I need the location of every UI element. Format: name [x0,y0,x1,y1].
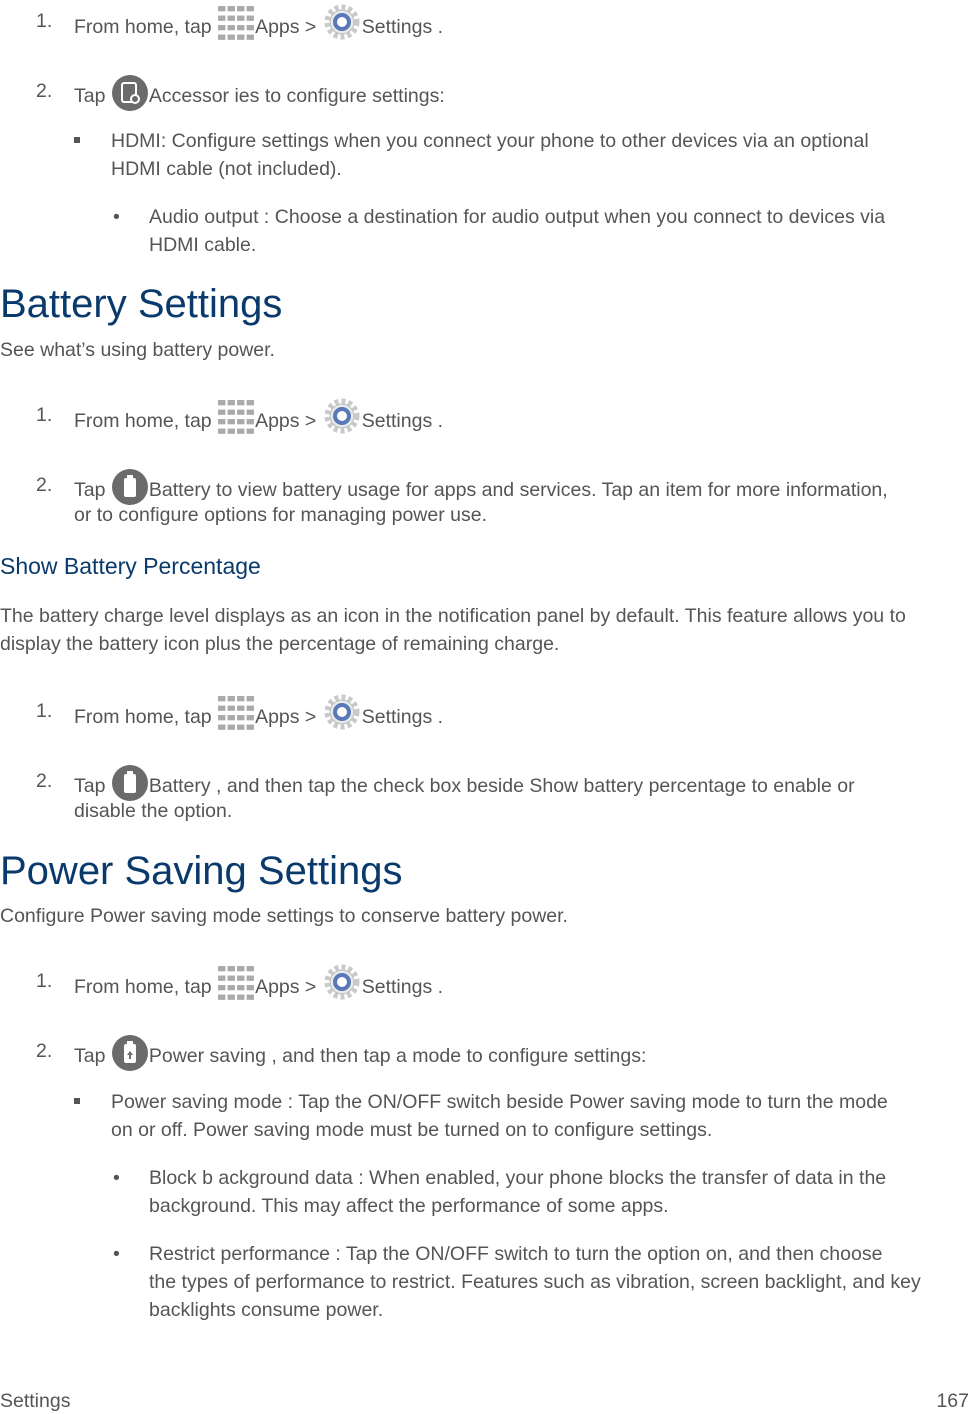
step-continuation: disable the option. [74,800,233,822]
settings-label: Settings [361,706,433,729]
dot-bullet: • [113,206,120,228]
step-home-apps-settings [74,8,443,48]
step-home-apps-settings [74,402,443,442]
battery-label: Battery [148,479,211,502]
settings-gear-icon [322,692,362,732]
step-end: . [432,410,444,433]
step-number: 1. [36,404,53,426]
step-tap-power-saving [74,1038,646,1076]
step-tap-accessories [74,78,445,116]
settings-label: Settings [361,16,433,39]
settings-label: Settings [361,976,433,999]
step-number: 2. [36,80,53,102]
audio-output-line2: HDMI cable. [149,234,257,256]
separator: > [299,706,322,729]
footer-section-name: Settings [0,1390,71,1412]
step-text: Tap [74,85,111,108]
step-number: 2. [36,474,53,496]
accessories-icon [111,74,149,112]
settings-gear-icon [322,962,362,1002]
step-home-apps-settings [74,698,443,738]
apps-label: Apps [255,706,300,729]
apps-grid-icon [217,5,255,43]
step-end: . [432,16,444,39]
step-text: From home, tap [74,706,218,729]
restrict-performance-line1: Restrict performance : Tap the ON/OFF switch to turn the option on, and then choose [149,1243,883,1265]
power-saving-heading: Power Saving Settings [0,849,403,893]
step-text: to view battery usage for apps and services. Tap an item for more information, [210,479,888,502]
power-saving-mode-line2: on or off. Power saving mode must be turned on to configure settings. [111,1119,713,1141]
step-text: Tap [74,775,111,798]
block-background-line1: Block b ackground data : When enabled, your phone blocks the transfer of data in the [149,1167,887,1189]
step-text: From home, tap [74,410,218,433]
power-desc: Configure Power saving mode settings to conserve battery power. [0,905,568,927]
apps-grid-icon [217,695,255,733]
apps-label: Apps [255,976,300,999]
power-saving-label: Power saving [148,1045,266,1068]
battery-settings-heading: Battery Settings [0,282,283,326]
dot-bullet: • [113,1167,120,1189]
square-bullet [74,1098,80,1104]
step-number: 1. [36,700,53,722]
step-end: . [432,976,444,999]
step-number: 1. [36,970,53,992]
step-end: . [432,706,444,729]
settings-gear-icon [322,396,362,436]
power-saving-mode-line1: Power saving mode : Tap the ON/OFF switch beside Power saving mode to turn the mode [111,1091,888,1113]
restrict-performance-line2: the types of performance to restrict. Features such as vibration, screen backlight, and key [149,1271,921,1293]
restrict-performance-line3: backlights consume power. [149,1299,384,1321]
step-number: 1. [36,10,53,32]
step-number: 2. [36,770,53,792]
percentage-desc-line2: display the battery icon plus the percentage of remaining charge. [0,633,560,655]
step-text: , and then tap a mode to configure settings: [265,1045,647,1068]
power-saving-icon [111,1034,149,1072]
apps-grid-icon [217,399,255,437]
hdmi-line2: HDMI cable (not included). [111,158,342,180]
apps-grid-icon [217,965,255,1003]
step-text: to configure settings: [259,85,445,108]
settings-label: Settings [361,410,433,433]
separator: > [299,976,322,999]
step-number: 2. [36,1040,53,1062]
step-text: From home, tap [74,16,218,39]
step-continuation: or to configure options for managing power use. [74,504,487,526]
apps-label: Apps [255,410,300,433]
footer-page-number: 167 [936,1390,969,1412]
percentage-desc-line1: The battery charge level displays as an icon in the notification panel by default. This feature allows you to [0,605,906,627]
battery-desc: See what’s using battery power. [0,339,275,361]
step-text: From home, tap [74,976,218,999]
step-text: Tap [74,479,111,502]
dot-bullet: • [113,1243,120,1265]
separator: > [299,410,322,433]
block-background-line2: background. This may affect the performance of some apps. [149,1195,669,1217]
separator: > [299,16,322,39]
apps-label: Apps [255,16,300,39]
battery-percentage-heading: Show Battery Percentage [0,553,261,579]
battery-label: Battery [148,775,211,798]
step-text: Tap [74,1045,111,1068]
accessories-label: Accessor ies [148,85,260,108]
settings-gear-icon [322,2,362,42]
step-text: , and then tap the check box beside Show battery percentage to enable or [210,775,855,798]
hdmi-line1: HDMI: Configure settings when you connect your phone to other devices via an optional [111,130,869,152]
audio-output-line1: Audio output : Choose a destination for audio output when you connect to devices via [149,206,886,228]
square-bullet [74,137,80,143]
step-home-apps-settings [74,968,443,1008]
